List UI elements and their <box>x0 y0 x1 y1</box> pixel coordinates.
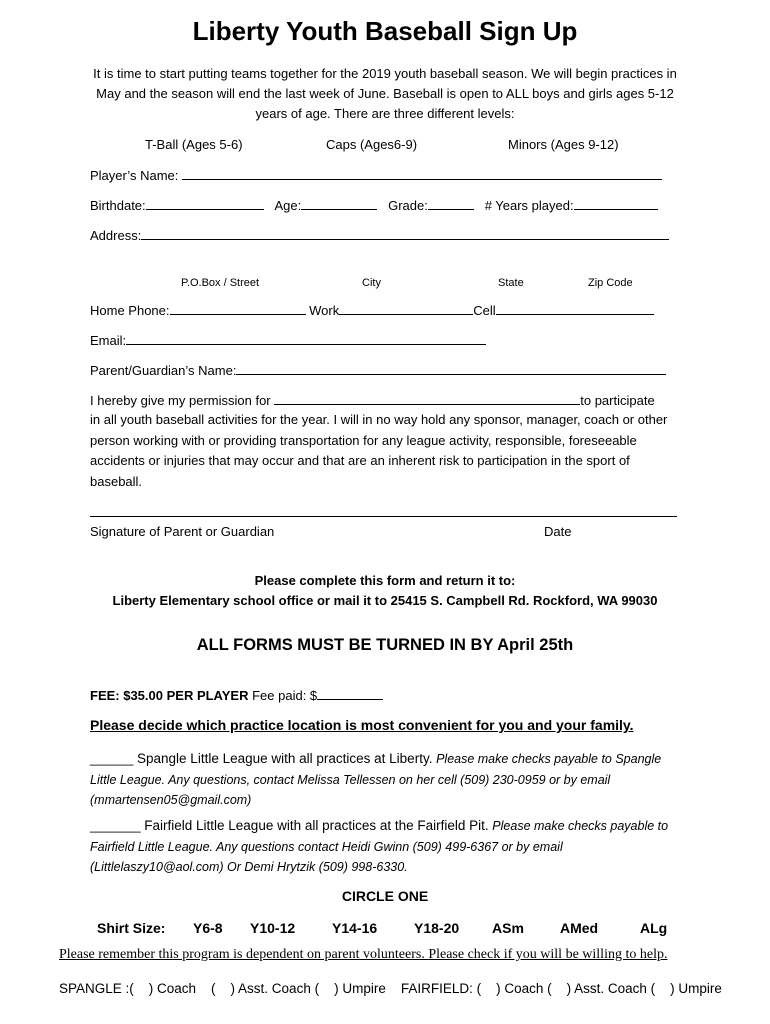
shirt-size-option[interactable]: ASm <box>492 920 524 936</box>
grade-label: Grade: <box>388 198 428 213</box>
signature-line[interactable] <box>90 516 677 517</box>
work-phone-label: Work <box>309 303 340 318</box>
fee-label: FEE: $35.00 PER PLAYER <box>90 688 249 703</box>
shirt-size-option[interactable]: AMed <box>560 920 599 936</box>
intro-paragraph: It is time to start putting teams together for the 2019 youth baseball season. We will begin practices in May and the season will end the last week of June. Baseball is open to ALL boys and girls ages 5-12 years of age. There are three different levels: <box>93 66 677 121</box>
deadline-heading: ALL FORMS MUST BE TURNED IN BY April 25th <box>196 636 574 654</box>
home-phone-label: Home Phone: <box>90 303 170 318</box>
shirt-size-label: Shirt Size: <box>97 920 166 936</box>
fee-row <box>90 687 383 703</box>
address-sub-street: P.O.Box / Street <box>181 277 260 289</box>
fairfield-note: Please make checks payable to Fairfield Little League. Any questions contact Heidi Gwinn (509) 499-6367 or by email (Littlelaszy10@aol.com) Or Demi Hrytzik (509) 998-6330. <box>90 819 669 875</box>
volunteer-text: Please remember this program is dependent on parent volunteers. Please check if you will be <box>59 947 579 962</box>
phone-row <box>90 302 654 318</box>
return-line-2: Liberty Elementary school office or mail it to 25415 S. Campbell Rd. Rockford, WA 99030 <box>112 593 658 608</box>
volunteer-roles[interactable]: SPANGLE :( ) Coach ( ) Asst. Coach ( ) Umpire FAIRFIELD: ( ) Coach ( ) Asst. Coach ( ) Umpire <box>59 981 722 996</box>
email-row <box>90 332 486 348</box>
volunteer-note <box>59 947 667 963</box>
permission-body: in all youth baseball activities for the year. I will in no way hold any sponsor, manager, coach or other person working with or providing transportation for any league activity, responsible, foreseeable accidents or injuries that may occur and that are an inherent risk to participation in the sport of baseball. <box>90 412 668 489</box>
years-played-label: # Years played: <box>484 198 574 213</box>
signature-date-label: Date <box>544 524 572 539</box>
address-sub-state: State <box>498 277 524 289</box>
player-name-label: Player’s Name: <box>90 168 179 183</box>
birthdate-row <box>90 197 658 213</box>
years-played-field[interactable] <box>574 197 658 210</box>
birthdate-label: Birthdate: <box>90 198 146 213</box>
return-line-1: Please complete this form and return it to: <box>254 573 516 588</box>
shirt-size-option[interactable]: Y18-20 <box>414 920 460 936</box>
fee-paid-label: Fee paid: $ <box>252 688 318 703</box>
volunteer-willing: willing to help. <box>582 947 668 962</box>
permission-lead: I hereby give my permission for <box>90 393 271 408</box>
age-field[interactable] <box>301 197 377 210</box>
spangle-note: Please make checks payable to Spangle Little League. Any questions, contact Melissa Tellessen on her cell (509) 230-0959 or by email (mmartensen05@gmail.com) <box>90 752 662 808</box>
fairfield-option <box>90 816 685 878</box>
address-label: Address: <box>90 228 142 243</box>
form-title: Liberty Youth Baseball Sign Up <box>192 16 578 46</box>
player-name-row <box>90 167 662 183</box>
fairfield-name: Fairfield Little League with all practices at the Fairfield Pit. <box>144 818 489 833</box>
permission-lead-row <box>90 392 655 408</box>
address-sub-city: City <box>362 277 381 289</box>
level-minors: Minors (Ages 9-12) <box>508 137 619 152</box>
address-field[interactable] <box>141 227 669 240</box>
cell-phone-label: Cell <box>473 303 496 318</box>
spangle-option <box>90 749 685 811</box>
circle-one-heading: CIRCLE ONE <box>341 888 429 904</box>
fairfield-blank[interactable]: _______ <box>90 818 141 833</box>
shirt-size-option[interactable]: ALg <box>640 920 668 936</box>
shirt-size-option[interactable]: Y10-12 <box>250 920 296 936</box>
player-name-field[interactable] <box>182 167 662 180</box>
cell-phone-field[interactable] <box>496 302 654 315</box>
spangle-blank[interactable]: ______ <box>90 751 134 766</box>
email-label: Email: <box>90 333 127 348</box>
fee-paid-field[interactable] <box>317 687 383 700</box>
permission-child-field[interactable] <box>274 392 580 405</box>
birthdate-field[interactable] <box>146 197 264 210</box>
shirt-size-option[interactable]: Y6-8 <box>193 920 223 936</box>
signature-label: Signature of Parent or Guardian <box>90 524 275 539</box>
parent-field[interactable] <box>236 362 666 375</box>
shirt-size-option[interactable]: Y14-16 <box>332 920 378 936</box>
age-label: Age: <box>274 198 302 213</box>
level-caps: Caps (Ages6-9) <box>326 137 418 152</box>
work-phone-field[interactable] <box>339 302 473 315</box>
email-field[interactable] <box>126 332 486 345</box>
home-phone-field[interactable] <box>170 302 306 315</box>
grade-field[interactable] <box>428 197 474 210</box>
location-heading: Please decide which practice location is most convenient for you and your family. <box>90 717 634 733</box>
spangle-name: Spangle Little League with all practices at Liberty. <box>137 751 433 766</box>
permission-tail: to participate <box>580 393 655 408</box>
level-tball: T-Ball (Ages 5-6) <box>145 137 243 152</box>
address-sub-zip: Zip Code <box>588 277 633 289</box>
parent-row <box>90 362 666 378</box>
address-row <box>90 227 669 243</box>
parent-label: Parent/Guardian’s Name: <box>90 363 237 378</box>
